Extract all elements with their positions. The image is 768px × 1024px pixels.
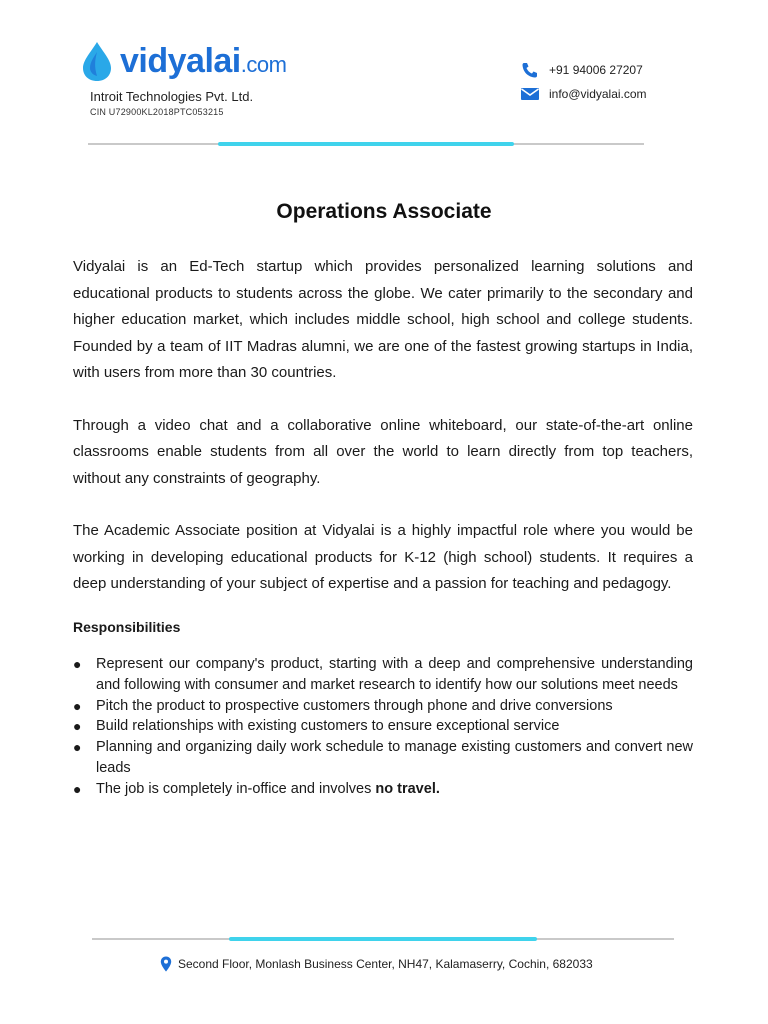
list-item-text: Planning and organizing daily work schedule to manage existing customers and convert new leads	[96, 739, 693, 776]
list-item	[73, 716, 693, 737]
paragraph-classrooms: Through a video chat and a collaborative online whiteboard, our state-of-the-art online classrooms enable students from all over the world to learn directly from top teachers, without any constraints of geography.	[73, 416, 693, 487]
header-divider-accent	[218, 142, 514, 146]
bullet-icon: ●	[73, 780, 82, 797]
brand-domain: .com	[240, 52, 287, 77]
vidyalai-logo	[80, 40, 286, 82]
company-name: Introit Technologies Pvt. Ltd.	[90, 89, 254, 104]
location-pin-icon	[160, 956, 172, 972]
paragraph-position: The Academic Associate position at Vidyalai is a highly impactful role where you would be working in developing educational products for K-12 (high school) students. It requires a deep understanding of your subject of expertise and a passion for teaching and pedagogy.	[73, 522, 693, 592]
bullet-icon: ●	[73, 718, 82, 735]
footer-divider	[92, 938, 674, 940]
list-item-text: Represent our company's product, starting with a deep and comprehensive understanding and following with consumer and market research to identify how our solutions meet needs	[96, 656, 693, 693]
no-travel-emphasis: no travel.	[375, 780, 440, 797]
list-item-text: Build relationships with existing customers to ensure exceptional service	[96, 718, 560, 735]
phone-contact	[520, 62, 643, 78]
bullet-icon: ●	[73, 697, 82, 714]
cin-number: CIN U72900KL2018PTC053215	[90, 107, 224, 117]
email-contact	[520, 86, 647, 102]
letterhead	[0, 0, 768, 160]
paragraph-about: Vidyalai is an Ed-Tech startup which provides personalized learning solutions and educational products to students across the globe. We cater primarily to the secondary and higher education market, which includes middle school, high school and college students. Founded by a team of IIT Madras alumni, we are one of the fastest growing startups in India, with users from more than 30 countries.	[73, 258, 693, 381]
responsibilities-heading: Responsibilities	[73, 618, 181, 635]
page-title: Operations Associate	[276, 200, 492, 224]
email-address[interactable]: info@vidyalai.com	[549, 87, 647, 101]
header-divider	[88, 143, 644, 145]
bullet-icon: ●	[73, 739, 82, 756]
water-drop-icon	[80, 40, 114, 82]
list-item	[73, 737, 693, 779]
list-item-text: The job is completely in-office and involves	[96, 780, 376, 797]
phone-icon	[520, 62, 540, 78]
brand-name: vidyalai.com	[120, 42, 287, 80]
phone-number: +91 94006 27207	[549, 63, 643, 77]
footer-divider-accent	[229, 937, 537, 941]
address-text: Second Floor, Monlash Business Center, NH47, Kalamaserry, Cochin, 682033	[178, 957, 593, 971]
list-item	[73, 779, 693, 800]
list-item-text: Pitch the product to prospective customers through phone and drive conversions	[96, 697, 613, 714]
list-item	[73, 696, 693, 717]
responsibilities-list	[73, 654, 693, 800]
footer-address	[160, 956, 593, 972]
list-item	[73, 654, 693, 696]
job-description	[73, 254, 693, 800]
mail-icon	[520, 86, 540, 102]
bullet-icon: ●	[73, 656, 82, 672]
